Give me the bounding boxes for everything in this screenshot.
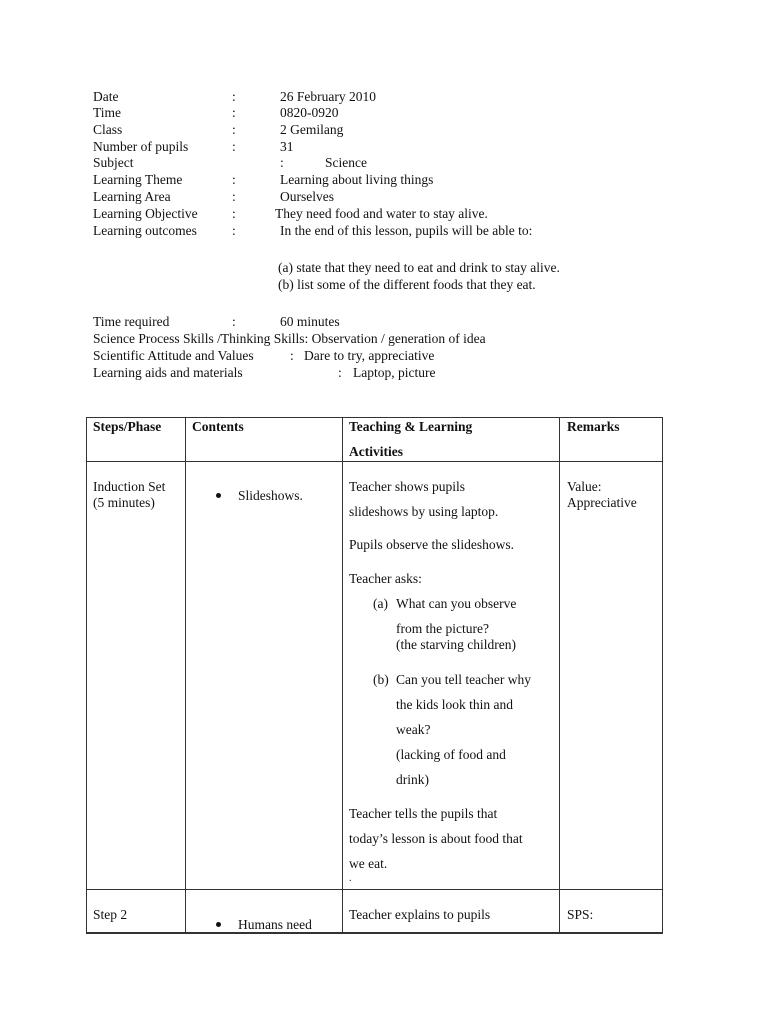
pupils-value: 31	[280, 139, 294, 154]
table-border-right	[662, 417, 663, 934]
content-humans-need: Humans need	[238, 917, 312, 932]
remark-sps: SPS:	[567, 907, 594, 922]
step-induction: Induction Set	[93, 479, 166, 494]
time-required-value: 60 minutes	[280, 314, 340, 329]
colon: :	[232, 223, 236, 238]
lesson-plan-table	[86, 417, 663, 933]
outcome-a: (a) state that they need to eat and drink to stay alive.	[278, 260, 560, 275]
activity-line: Teacher asks:	[349, 571, 422, 586]
column-divider	[185, 417, 186, 934]
outcomes-label: Learning outcomes	[93, 223, 197, 238]
area-label: Learning Area	[93, 189, 171, 204]
activity-line: Teacher explains to pupils	[349, 907, 491, 922]
colon: :	[232, 206, 236, 221]
colon: :	[232, 105, 236, 120]
date-label: Date	[93, 89, 119, 104]
objective-value: They need food and water to stay alive.	[275, 206, 488, 221]
activity-line: (the starving children)	[396, 637, 516, 652]
activity-line: the kids look thin and	[396, 697, 513, 712]
row-divider	[86, 461, 663, 462]
activity-line: from the picture?	[396, 621, 489, 636]
question-marker-a: (a)	[373, 596, 388, 611]
step-2: Step 2	[93, 907, 128, 922]
aids-value: Laptop, picture	[353, 365, 436, 380]
theme-value: Learning about living things	[280, 172, 434, 187]
outcome-b: (b) list some of the different foods that they eat.	[278, 277, 536, 292]
colon: :	[232, 122, 236, 137]
bullet-icon	[216, 922, 221, 927]
class-value: 2 Gemilang	[280, 122, 344, 137]
activity-line: Pupils observe the slideshows.	[349, 537, 514, 552]
time-value: 0820-0920	[280, 105, 339, 120]
header-contents: Contents	[192, 419, 244, 434]
colon: :	[232, 314, 236, 329]
table-border-top	[86, 417, 663, 418]
activity-line: .	[349, 873, 352, 884]
step-induction-time: (5 minutes)	[93, 495, 155, 510]
pupils-label: Number of pupils	[93, 139, 189, 154]
header-steps: Steps/Phase	[93, 419, 162, 434]
colon: :	[232, 172, 236, 187]
header-remarks: Remarks	[567, 419, 620, 434]
area-value: Ourselves	[280, 189, 334, 204]
activity-line: Can you tell teacher why	[396, 672, 531, 687]
objective-label: Learning Objective	[93, 206, 198, 221]
activity-line: Teacher tells the pupils that	[349, 806, 498, 821]
activity-line: drink)	[396, 772, 429, 787]
header-activities: Teaching & Learning	[349, 419, 473, 434]
subject-value: Science	[325, 155, 367, 170]
aids-label: Learning aids and materials	[93, 365, 243, 380]
column-divider	[342, 417, 343, 934]
colon: :	[232, 139, 236, 154]
table-border-left	[86, 417, 87, 934]
activity-line: (lacking of food and	[396, 747, 506, 762]
time-label: Time	[93, 105, 122, 120]
sps-line: Science Process Skills /Thinking Skills: Observation / generation of idea	[93, 331, 486, 346]
activity-line: weak?	[396, 722, 431, 737]
activity-line: slideshows by using laptop.	[349, 504, 499, 519]
activity-line: Teacher shows pupils	[349, 479, 466, 494]
activity-line: we eat.	[349, 856, 388, 871]
colon: :	[232, 189, 236, 204]
time-required-label: Time required	[93, 314, 170, 329]
header-activities-2: Activities	[349, 444, 403, 459]
colon: :	[290, 348, 294, 363]
remark-value: Appreciative	[567, 495, 637, 510]
column-divider	[559, 417, 560, 934]
colon: :	[338, 365, 342, 380]
theme-label: Learning Theme	[93, 172, 183, 187]
subject-label: Subject	[93, 155, 134, 170]
sav-value: Dare to try, appreciative	[304, 348, 435, 363]
row-divider	[86, 889, 663, 890]
activity-line: What can you observe	[396, 596, 517, 611]
bullet-icon	[216, 493, 221, 498]
activity-line: today’s lesson is about food that	[349, 831, 523, 846]
content-slideshows: Slideshows.	[238, 488, 303, 503]
table-border-bottom	[86, 932, 663, 934]
class-label: Class	[93, 122, 123, 137]
remark-value-label: Value:	[567, 479, 602, 494]
colon: :	[280, 155, 284, 170]
outcomes-value: In the end of this lesson, pupils will be able to:	[280, 223, 533, 238]
date-value: 26 February 2010	[280, 89, 376, 104]
sav-label: Scientific Attitude and Values	[93, 348, 254, 363]
question-marker-b: (b)	[373, 672, 389, 687]
colon: :	[232, 89, 236, 104]
